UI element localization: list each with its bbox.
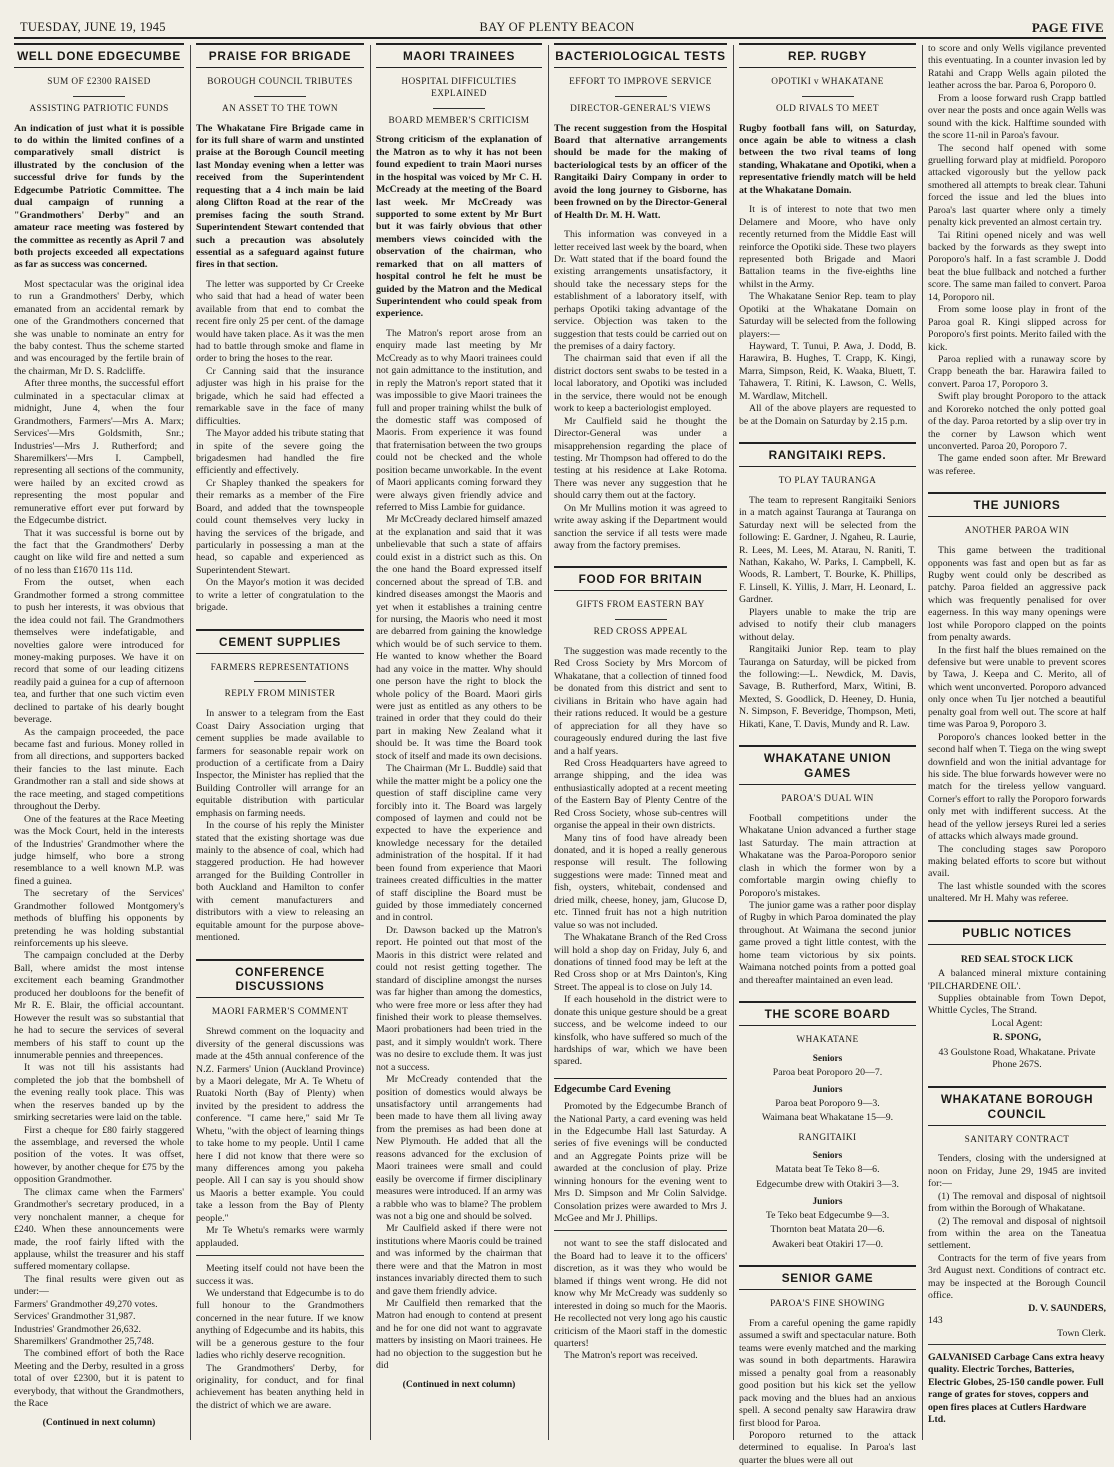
notice-signature: Town Clerk.: [1057, 1327, 1106, 1339]
notice-signature: D. V. SAUNDERS,: [1028, 1302, 1106, 1314]
column-divider: [922, 45, 923, 1440]
paragraph: not want to see the staff dislocated and the Board had to leave it to the officers' discretion, as it was they who would be blamed if things went wrong. He did not know why Mr McCready was suddenly so interested in doing so much for the Maoris. He recollected not very long ago his caustic criticism of the Maori staff in the domestic quarters!: [554, 1238, 727, 1349]
paragraph: The letter was supported by Cr Creeke who said that had a head of water been available from that end to combat the recent fire only 25 per cent. of the damage would have taken place. As it was the men had to battle through smoke and flame in order to bring the hoses to the rear.: [196, 278, 364, 365]
column-divider: [370, 45, 371, 1440]
score-line: Matata beat Te Teko 8—6.: [775, 1164, 880, 1176]
paragraph: Swift play brought Poroporo to the attack and Kororeko notched the only potted goal of the day. Paroa retorted by a slip over try in the corner by Lawson which went unconverted. Paroa 20, Poroporo 7.: [928, 391, 1106, 452]
paragraph: In answer to a telegram from the East Coast Dairy Association urging that cement supplies be made available to farmers for seasonable repair work on production of a certificate from a Dairy Inspector, the Minister has replied that the Building Controller will arrange for an equitable distribution with particular emphasis on farming needs.: [196, 708, 364, 819]
paragraph: The Whakatane Senior Rep. team to play Opotiki at the Whakatane Domain on Saturday will be selected from the following players:—: [739, 291, 916, 340]
paragraph: The suggestion was made recently to the Red Cross Society by Mrs Morcom of Whakatane, that a collection of tinned food be donated from this district and sent to civilians in Britain who have again had their rations reduced. It would be a gesture of appreciation for all they have so courageously endured during the last five and a half years.: [554, 646, 727, 757]
lead-paragraph: The recent suggestion from the Hospital Board that alternative arrangements should be made for the making of bacteriological tests by an officer of the Rangitaiki Dairy Company in order to avoid the long journey to Gisborne, has been frowned on by the Director-General of Health Dr. M. H. Watt.: [554, 122, 727, 221]
column-divider: [190, 45, 191, 1440]
paragraph: This game between the traditional opponents was fast and open but as far as Rugby went could only be described as patchy. Paroa fielded an aggressive pack which was frequently penalised for over eagerness. In this way many openings were lost while Poroporo clapped on the points from penalty awards.: [928, 545, 1106, 644]
paragraph: Promoted by the Edgecumbe Branch of the National Party, a card evening was held in the Edgecumbe Hall last Saturday. A series of five evenings will be conducted and an Aggregate Points prize will be awarded at the conclusion of play. Prize winning honours for the evening went to Mrs D. Simpson and Mr Colin Salvidge. Consolation prizes were awarded to Mrs J. McGee and Mr J. Phillips.: [554, 1101, 727, 1225]
paragraph: Many tins of food have already been donated, and it is hoped a really generous response will result. The following suggestions were made: Tinned meat and fish, oysters, whitebait, condensed and dried milk, cheese, honey, jam, Glucose D, etc. Tinned fruit has not a high nutrition value so was not included.: [554, 832, 727, 931]
subheading: OLD RIVALS TO MEET: [775, 103, 879, 114]
divider: [615, 96, 667, 97]
paragraph: Cr Canning said that the insurance adjuster was high in his praise for the brigade, which he said had effected a remarkable save in the face of many difficulties.: [196, 365, 364, 427]
score-heading: Juniors: [812, 1197, 843, 1208]
headline: FOOD FOR BRITAIN: [554, 566, 727, 591]
vote-result: Sharemilkers' Grandmother 25,748.: [14, 1336, 154, 1347]
divider: [554, 1230, 727, 1231]
subheading: BOARD MEMBER'S CRITICISM: [388, 115, 530, 126]
score-line: Thornton beat Matata 20—6.: [770, 1224, 885, 1236]
page-header: [0, 0, 1114, 40]
notice-text: A balanced mineral mixture containing 'PILCHARDENE OIL'.: [928, 968, 1106, 992]
paragraph: The final results were given out as under:—: [14, 1273, 184, 1298]
column-five: [739, 43, 916, 1466]
paragraph: Mr Caulfield then remarked that the Matron had enough to contend at present and he for one did not want to aggravate matters by insisting on Maori trainees. He had no objection to the suggestion but he did: [376, 1298, 542, 1372]
column-four: [554, 43, 727, 1453]
notice-text: Contracts for the term of five years from 3rd August next. Conditions of contract etc. may be inspected at the Borough Council office.: [928, 1252, 1106, 1302]
headline: CONFERENCE DISCUSSIONS: [196, 959, 364, 999]
notice-text: 43 Goulstone Road, Whakatane. Private Phone 267S.: [938, 1046, 1096, 1071]
subheading: PAROA'S DUAL WIN: [781, 794, 874, 805]
paragraph: First a cheque for £80 fairly staggered the assemblage, and reversed the whole position of the votes. It was offset, however, by another cheque for £75 by the opposition Grandmother.: [14, 1124, 184, 1186]
headline: PRAISE FOR BRIGADE: [196, 43, 364, 68]
headline: REP. RUGBY: [739, 43, 916, 68]
issue-date: TUESDAY, JUNE 19, 1945: [20, 20, 166, 34]
subheading: AN ASSET TO THE TOWN: [222, 103, 338, 114]
notice-text: Tenders, closing with the undersigned at noon on Friday, June 29, 1945 are invited for:—: [928, 1153, 1106, 1190]
headline: SENIOR GAME: [739, 1265, 916, 1290]
vote-result: Farmers' Grandmother 49,270 votes.: [14, 1298, 158, 1310]
paragraph: Mr McCready contended that the position of domestics would always be unsatisfactory until arrangements had been made to have them all living away from the premises as had been done at New Plymouth. He added that all the reasons advanced for the exclusion of Maori trainees were small and could easily be overcome if firmer disciplinary measures were introduced. If an army was a rabble who was to blame? The problem was not a big one and should be solved.: [376, 1074, 542, 1222]
score-heading: Seniors: [812, 1053, 843, 1064]
notice-text: (2) The removal and disposal of nightsoil from within the area on the Taneatua settlement.: [928, 1215, 1106, 1252]
vote-result: Services' Grandmother 31,987.: [14, 1311, 136, 1323]
paragraph: That it was successful is borne out by the fact that the Grandmothers' Derby caught on like wild fire and netted a sum of no less than £1670 11s 11d.: [14, 527, 184, 576]
subheading: HOSPITAL DIFFICULTIES EXPLAINED: [401, 76, 517, 99]
paragraph: From a loose forward rush Crapp battled over near the posts and once again Wells was sound with the kick. Halftime sounded with the score 11-nil in Paroa's favour.: [928, 92, 1106, 142]
article-well-done-edgecumbe: [14, 43, 184, 1453]
headline: Edgecumbe Card Evening: [554, 1078, 727, 1096]
score-line: Paroa beat Poroporo 20—7.: [772, 1066, 883, 1078]
lead-paragraph: Rugby football fans will, on Saturday, once again be able to witness a clash between the two rival teams of long standing, Whakatane and Opotiki, when a representative friendly match will be held at the Whakatane Domain.: [739, 122, 916, 196]
headline: MAORI TRAINEES: [376, 43, 542, 68]
paragraph: Meeting itself could not have been the success it was.: [196, 1263, 364, 1287]
paragraph: The chairman said that even if all the district doctors sent swabs to be tested in a local laboratory, and Opotiki was included in the service, there would not be enough work to keep a bacteriologist employed.: [554, 353, 727, 415]
notice-text: (1) The removal and disposal of nightsoil from within the Borough of Whakatane.: [928, 1190, 1106, 1215]
subheading: TO PLAY TAURANGA: [778, 476, 877, 487]
subheading: GIFTS FROM EASTERN BAY: [576, 600, 705, 611]
paragraph: All of the above players are requested to be at the Domain on Saturday by 2.15 p.m.: [739, 403, 916, 427]
paragraph: As the campaign proceeded, the pace became fast and furious. Money rolled in from all directions, and supporters backed their fancies to the last minute. Each Grandmother ran a stall and side shows at the race meeting, and staged competitions throughout the Derby.: [14, 726, 184, 813]
paragraph: to score and only Wells vigilance prevented this eventuating. In a counter invasion led by Ratahi and Crapp Wells again piloted the leather across the bar. Paroa 6, Poroporo 0.: [928, 43, 1106, 92]
headline: THE SCORE BOARD: [739, 1001, 916, 1026]
paragraph: Dr. Dawson backed up the Matron's report. He pointed out that most of the Maoris in this district were related and could not resist getting together. The standard of discipline amongst the nurses was far higher than among the domestics, who were free more or less after they had finished their work to please themselves. Maori probationers had been tried in the past, and it simply wouldn't work. There was no desire to exclude them. It was just not a success.: [376, 924, 542, 1073]
paragraph: Mr McCready declared himself amazed at the explanation and said that it was unbelievable that such a state of affairs could exist in a district such as this. On the one hand the Board expressed itself concerned about the spread of T.B. and kindred diseases amongst the Maoris and yet when it establishes a training centre for nursing, the Maoris who need it most are debarred from gaining the knowledge which would be of such service to them. He wanted to know whether the Board had any voice in the matter. Why should one person have the right to block the whole policy of the Board. Maori girls were just as entitled as any others to be trained in order that they could do their part in making New Zealand what it should be. It was time the Board took stock of itself and made its own decisions.: [376, 514, 542, 762]
column-six: [928, 43, 1106, 1453]
lead-paragraph: An indication of just what it is possible to do within the limited confines of a comparatively small district is illustrated by the conclusion of the successful drive for funds by the Edgecumbe Patriotic Committee. The dual campaign of running a "Grandmothers' Derby" and an amateur race meeting was fostered by the committee as recently as April 7 and both projects exceeded all expectations as far as success was concerned.: [14, 122, 184, 271]
paragraph: Players unable to make the trip are advised to notify their club managers without delay.: [739, 606, 916, 643]
score-line: Waimana beat Whakatane 15—9.: [761, 1112, 894, 1124]
headline: WELL DONE EDGECUMBE: [14, 43, 184, 68]
divider: [802, 96, 854, 97]
subheading: RANGITAIKI: [798, 1132, 857, 1143]
subheading: DIRECTOR-GENERAL'S VIEWS: [570, 103, 711, 114]
lead-paragraph: The Whakatane Fire Brigade came in for its full share of warm and unstinted praise at the Borough Council meeting last Monday evening when a letter was received from the Superintendent requesting that a 4 inch main be laid along Clifton Road at the rear of the premises facing the south Strand. Superintendent Stewart contended that such a precaution was absolutely essential as a safeguard against future fires in that section.: [196, 122, 364, 271]
score-heading: Juniors: [812, 1085, 843, 1095]
paragraph: From some loose play in front of the Paroa goal R. Kingi slipped across for Poroporo's first points. Merito failed with the kick.: [928, 304, 1106, 353]
headline: CEMENT SUPPLIES: [196, 629, 364, 654]
divider: [254, 681, 306, 682]
paragraph: Shrewd comment on the loquacity and diversity of the general discussions was made at the 45th annual conference of the N.Z. Farmers' Union (Auckland Province) by a Maori delegate, Mr A. Te Whetu of Ruatoki North (Bay of Plenty) when invited by the president to address the conference. "I came here," said Mr Te Whetu, "with the object of learning things to take home to my people. Until I came here I did not know that there were so many differences among you pakeha people. All I can say is you should show us Maoris a better example. You could take a lesson from the Bay of Plenty people.": [196, 1026, 364, 1224]
headline: WHAKATANE UNION GAMES: [739, 745, 916, 785]
subheading: OPOTIKI v WHAKATANE: [771, 76, 884, 87]
paragraph: It is of interest to note that two men Delamere and Moore, who have only recently returned from the Middle East will reinforce the Opotiki side. These two players represented both Brigade and Maori Battalion teams in the five-eighths line whilst in the Army.: [739, 204, 916, 290]
vote-result: Industries' Grandmother 26,632.: [14, 1323, 141, 1335]
advertisement: GALVANISED Carbage Cans extra heavy quality. Electric Torches, Batteries, Electric Globes, 25-150 candle power. Full range of grates for stoves, coppers and open fires places at Cutlers Hardware Ltd.: [928, 1351, 1105, 1426]
notice-text: R. SPONG,: [992, 1032, 1042, 1044]
column-divider: [548, 45, 549, 1440]
paragraph: Football competitions under the Whakatane Union advanced a further stage last Saturday. The main attraction at Whakatane was the Paroa-Poroporo senior clash in which the former won by a comfortable margin owing chiefly to Poroporo's mistakes.: [739, 812, 916, 899]
paragraph: Red Cross Headquarters have agreed to arrange shipping, and the idea was enthusiastically adopted at a recent meeting of the Eastern Bay of Plenty Centre of the Red Cross Society, whose sub-centres will organise the appeal in their own districts.: [554, 757, 727, 832]
paragraph: The secretary of the Services' Grandmother followed Montgomery's methods of bluffing his opponents by pretending he was holding substantial reinforcements up his sleeve.: [14, 888, 184, 949]
paragraph: Rangitaiki Junior Rep. team to play Tauranga on Saturday, will be picked from the following:—L. Newdick, M. Davis, Savage, B. Rutherford, Marx, Witini, B. Mexted, S. Goodlick, D. Heeney, D. Hunia, N. Simpson, F. Beveridge, Thompson, Meti, Hikati, Kane, T. Davis, Mundy and R. Law.: [739, 644, 916, 730]
paragraph: From a careful opening the game rapidly assumed a swift and spectacular nature. Both teams were evenly matched and the marking was sound in both departments. Harawira missed a penalty goal from a reasonably good position but his kick set the yellow pack moving and the blues had an anxious spell. A second penalty saw Harawira draw first blood for Paroa.: [739, 1318, 916, 1429]
score-line: Paroa beat Poroporo 9—3.: [775, 1097, 880, 1109]
subheading: ANOTHER PAROA WIN: [964, 526, 1070, 537]
paragraph: The Mayor added his tribute stating that in spite of the severe going the brigadesmen had handled the fire efficiently and effectively.: [196, 428, 364, 477]
paragraph: The Whakatane Branch of the Red Cross will hold a shop day on Friday, July 6, and donations of tinned food may be left at the Red Cross shop or at Mrs Dainton's, King Street. The appeal is to close on July 14.: [554, 932, 727, 993]
notice-number: 143: [928, 1315, 943, 1327]
paragraph: From the outset, when each Grandmother formed a strong committee to push her interests, it was obvious that the idea could not fail. The Grandmothers themselves were indefatigable, and novelties galore were introduced for money-making purposes. We have it on record that some of our leading citizens readily paid a guinea for a cup of afternoon tea, and further that one such victim even declined to partake of his dearly bought beverage.: [14, 577, 184, 726]
score-heading: Seniors: [812, 1151, 843, 1162]
paragraph: Mr Caulfield said he thought the Director-General was under a misapprehension regarding the place of testing. Mr Thompson had offered to do the testing at his residence at Lake Rotoma. There was never any suggestion that he should carry them out at the factory.: [554, 415, 727, 502]
divider: [928, 1344, 1106, 1345]
paragraph: The team to represent Rangitaiki Seniors in a match against Tauranga at Tauranga on Saturday next will be selected from the following: E. Gardner, J. Ngaheu, R. Laurie, R. Lees, M. Lees, M. Atarau, N. Raniti, T. Nathan, Kakaho, W. Parks, I. Campbell, K. Woods, R. Lambert, T. Bourke, K. Phillips, F. Linsell, K. Yillis, J. Marr, H. Leonard, L. Gardner.: [739, 494, 916, 606]
column-two: [196, 43, 364, 1453]
paragraph: Poroporo returned to the attack determined to equalise. In Paroa's last quarter the blues were all out: [739, 1429, 916, 1466]
divider: [196, 1255, 364, 1256]
subheading: EFFORT TO IMPROVE SERVICE: [569, 76, 712, 87]
paragraph: If each household in the district were to donate this unique gesture should be a great success, and be welcome indeed to our kinsfolk, who have suffered so much of the hardships of war, which we have been spared.: [554, 994, 727, 1068]
subheading: ASSISTING PATRIOTIC FUNDS: [29, 103, 169, 114]
paragraph: Most spectacular was the original idea to run a Grandmothers' Derby, which emanated from an accidental remark by one of the Grandmothers concerned that she was unable to nominate an entry for the baby contest. Thus the scheme started and was encouraged by the fertile brain of the chairman, Mr D. S. Radcliffe.: [14, 278, 184, 377]
notice-text: Local Agent:: [991, 1017, 1043, 1029]
subheading: BOROUGH COUNCIL TRIBUTES: [207, 76, 353, 87]
headline: BACTERIOLOGICAL TESTS: [554, 43, 727, 68]
notice-text: Supplies obtainable from Town Depot, Whittle Cycles, The Strand.: [928, 993, 1106, 1017]
paragraph: In the first half the blues remained on the defensive but were unable to prevent scores by Tawa, J. Keepa and C. Merito, all of which went unconverted. Poroporo advanced only once when Tu Ijer notched a beautiful penalty goal from well out. The score at half time was Paroa 9, Poroporo 3.: [928, 644, 1106, 731]
notices-heading: PUBLIC NOTICES: [928, 920, 1106, 945]
subheading: FARMERS REPRESENTATIONS: [210, 662, 350, 673]
paragraph: On the Mayor's motion it was decided to write a letter of congratulation to the brigade.: [196, 577, 364, 614]
subheading: RED CROSS APPEAL: [593, 627, 688, 638]
paragraph: Hayward, T. Tunui, P. Awa, J. Dodd, B. Harawira, B. Hughes, T. Crapp, K. Kingi, Marra, Simpson, Reid, K. Waaka, Bluett, T. Tahawera, T. Ritini, K. Lawson, C. Wells, M. Wardlaw, Mitchell.: [739, 341, 916, 402]
masthead: BAY OF PLENTY BEACON: [479, 20, 635, 34]
subheading: SANITARY CONTRACT: [964, 1134, 1070, 1145]
headline: RANGITAIKI REPS.: [739, 442, 916, 467]
divider: [254, 96, 306, 97]
paragraph: The climax came when the Farmers' Grandmother's secretary produced, in a very nonchalent manner, a cheque for £240. When these announcements were made, the roof fairly lifted with the applause, whilst the treasurer and his staff suffered momentary collapse.: [14, 1186, 184, 1273]
score-line: Te Teko beat Edgecumbe 9—3.: [765, 1209, 890, 1221]
paragraph: On Mr Mullins motion it was agreed to write away asking if the Department would sanction the service if all tests were made away from the factory premises.: [554, 502, 727, 551]
subheading: SUM OF £2300 RAISED: [47, 76, 151, 87]
score-line: Awakeri beat Otakiri 17—0.: [771, 1238, 884, 1250]
paragraph: One of the features at the Race Meeting was the Mock Court, held in the interests of the Industries' Grandmother where the judge himself, who bore a strong resemblance to a well known M.P. was fined a guinea.: [14, 813, 184, 887]
subheading: PAROA'S FINE SHOWING: [770, 1299, 885, 1310]
paragraph: The Chairman (Mr L. Buddle) said that while the matter might be a policy one the question of staff discipline came very forcibly into it. The Board was largely composed of laymen and could not be expected to have the experience and knowledge necessary for the detailed administration of the hospital. If it had been found from experience that Maori trainees created difficulties in the matter of staff discipline the Board must be guided by those immediately concerned and in control.: [376, 763, 542, 924]
continued-note: (Continued in next column): [402, 1378, 516, 1390]
subheading: REPLY FROM MINISTER: [224, 689, 336, 700]
paragraph: Poroporo's chances looked better in the second half when T. Tiega on the wing swept downfield and won the initial advantage for his side. The blue forwards however were no match for the tireless yellow vanguard. Corner's effort to rally the Poroporo forwards only met with indifferent success. At the head of the yellow jerseys Rurei led a series of attacks which always made ground.: [928, 731, 1106, 843]
paragraph: It was not till his assistants had completed the job that the bombshell of the evening really took place. This was when the reserves banded up by the smirking secretaries were laid on the table.: [14, 1062, 184, 1124]
notice-heading: WHAKATANE BOROUGH COUNCIL: [928, 1086, 1106, 1126]
paragraph: Mr Caulfield asked if there were not institutions where Maoris could be trained and was informed by the chairman that there were and that the Matron in most instances invariably directed them to such and gave them friendly advice.: [376, 1223, 542, 1297]
paragraph: This information was conveyed in a letter received last week by the board, when Dr. Watt stated that if the board found the existing arrangements unsatisfactory, it should take the necessary steps for the establishment of a laboratory itself, with perhaps Opotiki taking advantage of the service. Objection was taken to the suggestion that tests could be carried out on the premises of a dairy factory.: [554, 229, 727, 352]
paragraph: Paroa replied with a runaway score by Crapp beneath the bar. Harawira failed to convert. Paroa 17, Poroporo 3.: [928, 353, 1106, 390]
subheading: WHAKATANE: [796, 1034, 859, 1045]
divider: [433, 108, 485, 109]
paragraph: We understand that Edgecumbe is to do full honour to the Grandmothers concerned in the near future. If we know anything of Edgecumbe and its habits, this will be a generous gesture to the four ladies who richly deserve recognition.: [196, 1287, 364, 1362]
column-divider: [733, 45, 734, 1440]
subheading: MAORI FARMER'S COMMENT: [211, 1007, 349, 1018]
paragraph: The campaign concluded at the Derby Ball, where amidst the most intense excitement each beaming Grandmother produced her doubloons for the benefit of Mr R. E. Blair, the official accountant. However the result was so substantial that he had to secure the services of several members of his staff to count up the innumerable pennies and threepences.: [14, 950, 184, 1061]
paragraph: The game ended soon after. Mr Breward was referee.: [928, 453, 1106, 477]
page-number: PAGE FIVE: [1031, 20, 1104, 35]
header-rule: [14, 37, 1106, 39]
paragraph: The second half opened with some gruelling forward play at midfield. Poroporo attacked vigorously but the yellow pack smothered all attempts to break clear. Tahuni forced the issue and led the blues into Paroa's last quarter where only a timely penalty kick prevented an almost certain try.: [928, 142, 1106, 229]
paragraph: The junior game was a rather poor display of Rugby in which Paroa dominated the play throughout. At Waimana the second junior game proved a tight little contest, with the home team victorious by six points. Waimana notched points from a potted goal and thereafter maintained an even lead.: [739, 899, 916, 986]
paragraph: Cr Shapley thanked the speakers for their remarks as a member of the Fire Board, and added that the townspeople could count themselves very lucky in having the services of the brigade, and particularly in possessing a man at the head, so capable and experienced as Superintendent Stewart.: [196, 477, 364, 576]
score-line: Edgecumbe drew with Otakiri 3—3.: [756, 1178, 899, 1190]
paragraph: In the course of his reply the Minister stated that the existing shortage was due mainly to the absence of coal, which had staggered production. He had however arranged for the Building Controller in both Auckland and Hamilton to confer with cement manufacturers and distributors with a view to releasing an equitable amount for the purpose above-mentioned.: [196, 820, 364, 944]
divider: [615, 619, 667, 620]
article-maori-trainees: [376, 43, 542, 1453]
paragraph: Mr Te Whetu's remarks were warmly applauded.: [196, 1225, 364, 1249]
paragraph: After three months, the successful effort culminated in a spectacular climax at midnight, June 4, when the four Grandmothers, Farmers'—Mrs A. Marx; Services'—Mrs Goldsmith, Snr.; Industries'—Mrs J. Rutherford; and Sharemilkers'—Mrs I. Campbell, representing all sections of the community, were hailed by an excited crowd as representing the most popular and remunerative effort ever put forward by the Edgecumbe district.: [14, 378, 184, 527]
paragraph: The Matron's report was received.: [564, 1350, 698, 1362]
paragraph: The Matron's report arose from an enquiry made last meeting by Mr McCready as to why Maori trainees could not gain admittance to the institution, and in reply the Matron's report stated that it was impossible to give Maori trainees the full and proper training whilst the bulk of the domestic staff was composed of Maoris. From experience it was found that fraternisation between the two groups could not be checked and the whole position became unworkable. In the event of Maori applicants coming forward they were always given friendly advice and referred to Miss Lambie for guidance.: [376, 327, 542, 514]
paragraph: The Grandmothers' Derby, for originality, for conduct, and for final achievement has beaten anything held in the district of which we are aware.: [196, 1362, 364, 1411]
continued-note: (Continued in next column): [42, 1416, 156, 1428]
divider: [73, 96, 125, 97]
paragraph: The concluding stages saw Poroporo making belated efforts to score but without avail.: [928, 843, 1106, 880]
notice-title: RED SEAL STOCK LICK: [960, 953, 1074, 965]
paragraph: The combined effort of both the Race Meeting and the Derby, resulted in a gross total of over £2300, but it is patent to everybody, that without the Grandmothers, the Race: [14, 1348, 184, 1410]
paragraph: Tai Ritini opened nicely and was well backed by the forwards as they swept into Poroporo's half. In a fast scramble J. Dodd beat the blue fullback and notched a further score. The same man failed to convert. Paroa 14, Poroporo nil.: [928, 229, 1106, 303]
headline: THE JUNIORS: [928, 492, 1106, 517]
paragraph: The last whistle sounded with the scores unaltered. Mr H. Mahy was referee.: [928, 880, 1106, 905]
lead-paragraph: Strong criticism of the explanation of the Matron as to why it has not been found expedient to train Maori nurses in the hospital was voiced by Mr C. H. McCready at the meeting of the Board last week. Mr McCready was supported to some extent by Mr Burt but it was fairly obvious that other members views coincided with the observation of the chairman, who remarked that on all matters of hospital control he felt he must be guided by the Matron and the Medical Superintendent who could speak from experience.: [376, 134, 542, 320]
